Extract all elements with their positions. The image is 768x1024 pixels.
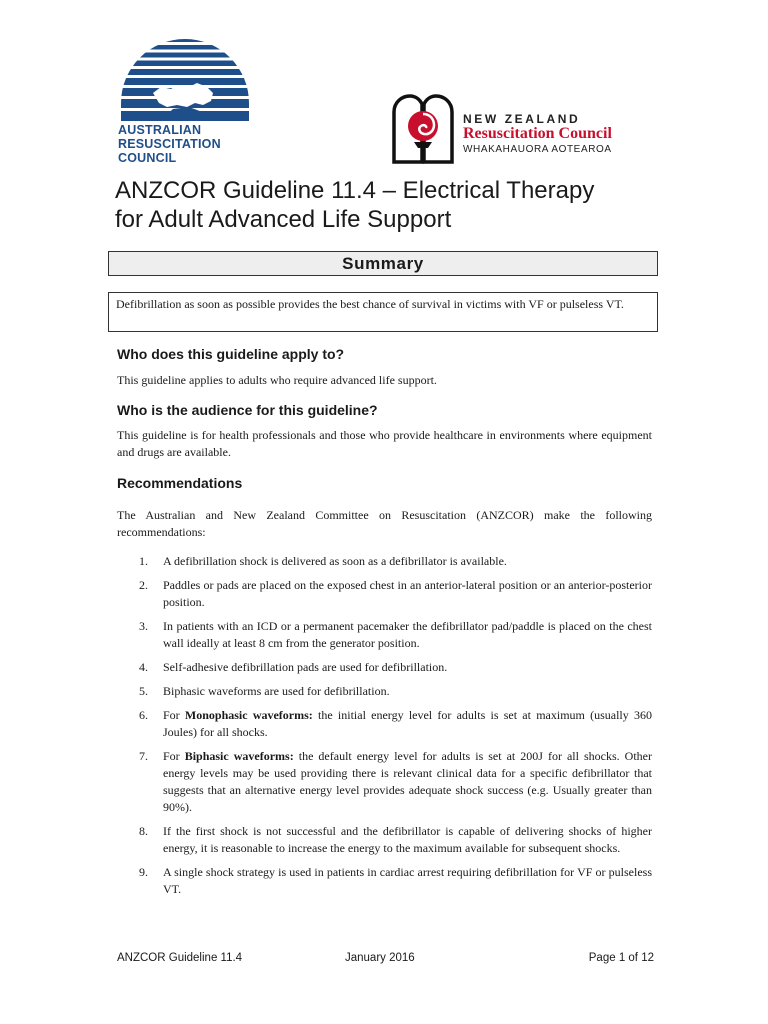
document-title <box>115 176 665 234</box>
nzrc-emblem-icon <box>388 92 458 164</box>
list-item-number: 3. <box>139 619 148 633</box>
list-item-text: Paddles or pads are placed on the exposed chest in an anterior-lateral position or an anterior-posterior position. <box>163 578 652 609</box>
recommendations-list <box>117 553 652 898</box>
footer-date: January 2016 <box>345 952 415 964</box>
summary-heading: Summary <box>108 251 658 276</box>
arc-logo-line: AUSTRALIAN <box>118 123 202 137</box>
footer-document-name: ANZCOR Guideline 11.4 <box>117 952 243 964</box>
australian-resuscitation-council-logo <box>115 35 255 163</box>
nzrc-name-text: Resuscitation Council <box>463 125 612 142</box>
nz-resuscitation-council-logo <box>388 92 648 164</box>
list-item-prefix: For <box>163 749 185 763</box>
list-item <box>117 864 652 898</box>
list-item-text: Self-adhesive defibrillation pads are used for defibrillation. <box>163 660 448 674</box>
arc-logo-line: RESUSCITATION <box>118 137 221 151</box>
list-item <box>117 707 652 741</box>
list-item-number: 9. <box>139 865 148 879</box>
list-item-number: 7. <box>139 749 148 763</box>
list-item <box>117 553 652 570</box>
list-item <box>117 577 652 611</box>
arc-logo-line: COUNCIL <box>118 151 177 165</box>
arc-emblem-icon <box>115 35 255 123</box>
arc-logo-text <box>118 123 221 165</box>
nzrc-country-text: NEW ZEALAND <box>463 112 581 126</box>
nzrc-maori-name-text: WHAKAHAUORA AOTEAROA <box>463 144 612 155</box>
section-heading-apply: Who does this guideline apply to? <box>117 346 345 362</box>
list-item-text: A single shock strategy is used in patients in cardiac arrest requiring defibrillation for VF or pulseless VT. <box>163 865 652 896</box>
list-item-text: A defibrillation shock is delivered as soon as a defibrillator is available. <box>163 554 507 568</box>
list-item <box>117 659 652 676</box>
list-item-text: Biphasic waveforms are used for defibrillation. <box>163 684 390 698</box>
list-item-number: 2. <box>139 578 148 592</box>
list-item <box>117 748 652 816</box>
section-heading-recommendations: Recommendations <box>117 475 243 491</box>
list-item-text: the default energy level for adults is set at 200J for all shocks. Other energy levels may be used providing there is relevant clinical data for a specific defibrillator that suggests that an alternative energy level provides adequate shock success (e.g. Usually greater than 90%). <box>163 749 653 814</box>
list-item-number: 8. <box>139 824 148 838</box>
list-item-number: 5. <box>139 684 148 698</box>
list-item <box>117 683 652 700</box>
list-item-number: 4. <box>139 660 148 674</box>
list-item-prefix: For <box>163 708 185 722</box>
list-item-number: 1. <box>139 554 148 568</box>
list-item-emphasis: Biphasic waveforms: <box>184 749 294 763</box>
list-item-text: the initial energy level for adults is set at maximum (usually 360 Joules) for all shocks. <box>163 708 652 739</box>
section-text-audience: This guideline is for health professionals and those who provide healthcare in environments where equipment and drugs are available. <box>117 428 652 459</box>
list-item-number: 6. <box>139 708 148 722</box>
svg-text:TM: TM <box>239 117 247 123</box>
recommendations-intro: The Australian and New Zealand Committee on Resuscitation (ANZCOR) make the following recommendations: <box>117 508 652 539</box>
section-text-apply: This guideline applies to adults who require advanced life support. <box>117 373 437 387</box>
footer-page-number: Page 1 of 12 <box>588 952 654 964</box>
section-heading-audience: Who is the audience for this guideline? <box>117 402 378 418</box>
list-item <box>117 618 652 652</box>
list-item-emphasis: Monophasic waveforms: <box>184 708 313 722</box>
document-title-line: for Adult Advanced Life Support <box>115 206 452 233</box>
list-item-text: In patients with an ICD or a permanent pacemaker the defibrillator pad/paddle is placed on the chest wall ideally at least 8 cm from the generator position. <box>163 619 652 650</box>
list-item <box>117 823 652 857</box>
list-item-text: If the first shock is not successful and the defibrillator is capable of delivering shocks of higher energy, it is reasonable to increase the energy to the maximum available for subsequent shocks. <box>163 824 652 855</box>
summary-note: Defibrillation as soon as possible provides the best chance of survival in victims with VF or pulseless VT. <box>108 292 658 332</box>
document-title-line: ANZCOR Guideline 11.4 – Electrical Therapy <box>115 177 595 204</box>
